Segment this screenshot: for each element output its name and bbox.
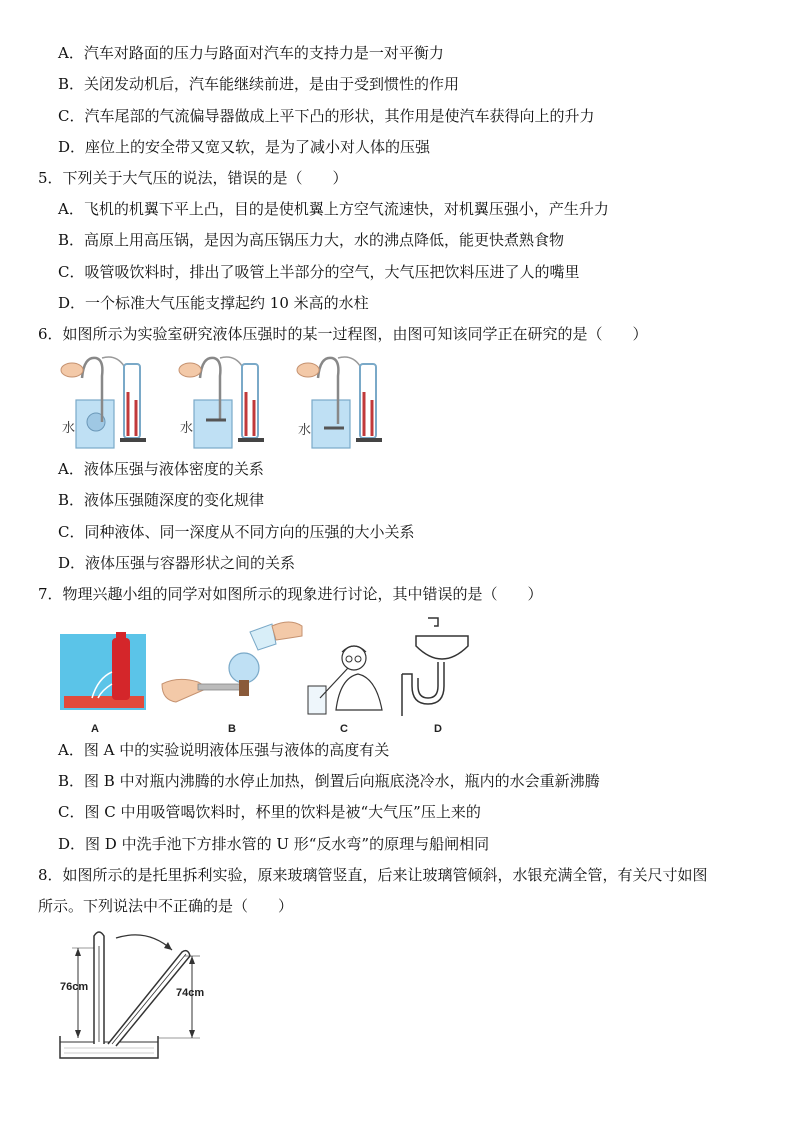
q6-setup-3	[297, 357, 382, 448]
q7-label-b: B	[228, 723, 236, 735]
q6-setup-1	[61, 357, 146, 448]
q7-figure-b	[162, 622, 302, 735]
q5-option-c: C．吸管吸饮料时，排出了吸管上半部分的空气，大气压把饮料压进了人的嘴里	[58, 263, 580, 281]
q5-option-a: A．飞机的机翼下平上凸，目的是使机翼上方空气流速快，对机翼压强小，产生升力	[58, 200, 609, 218]
q5-option-b: B．高原上用高压锅，是因为高压锅压力大，水的沸点降低，能更快煮熟食物	[58, 231, 565, 249]
q8-torricelli-figure	[56, 926, 226, 1066]
q7-option-c: C．图 C 中用吸管喝饮料时，杯里的饮料是被“大气压”压上来的	[58, 803, 481, 821]
q6-label-water-3: 水	[298, 423, 312, 438]
q7-label-a: A	[91, 723, 99, 735]
q7-figure	[58, 612, 488, 737]
q7-option-d: D．图 D 中洗手池下方排水管的 U 形“反水弯”的原理与船闸相同	[58, 835, 490, 853]
q6-figure	[58, 352, 388, 452]
q6-option-b: B．液体压强随深度的变化规律	[58, 491, 265, 509]
q6-setup-2	[179, 357, 264, 448]
q8-stem-line-2: 所示。下列说法中不正确的是（ ）	[38, 897, 294, 915]
q7-figure-d	[402, 618, 468, 735]
q6-label-water-2: 水	[180, 421, 194, 436]
q8-label-76cm: 76cm	[60, 981, 89, 993]
q7-label-d: D	[434, 723, 442, 735]
q6-label-water-1: 水	[62, 421, 76, 436]
q6-stem: 6．如图所示为实验室研究液体压强时的某一过程图，由图可知该同学正在研究的是（ ）	[38, 325, 648, 343]
q5-option-d: D．一个标准大气压能支撑起约 10 米高的水柱	[58, 294, 369, 312]
q6-option-c: C．同种液体、同一深度从不同方向的压强的大小关系	[58, 523, 415, 541]
q7-figure-c	[308, 646, 382, 735]
q6-option-a: A．液体压强与液体密度的关系	[58, 460, 264, 478]
q4-option-b: B．关闭发动机后，汽车能继续前进，是由于受到惯性的作用	[58, 75, 460, 93]
q8-label-74cm: 74cm	[176, 987, 205, 999]
q7-label-c: C	[340, 723, 348, 735]
q5-stem: 5．下列关于大气压的说法，错误的是（ ）	[38, 169, 348, 187]
q4-option-c: C．汽车尾部的气流偏导器做成上平下凸的形状，其作用是使汽车获得向上的升力	[58, 107, 595, 125]
q8-stem-line-1: 8．如图所示的是托里拆利实验，原来玻璃管竖直，后来让玻璃管倾斜，水银充满全管，有关尺寸如图	[38, 866, 708, 884]
q4-option-a: A．汽车对路面的压力与路面对汽车的支持力是一对平衡力	[58, 44, 444, 62]
q7-figure-a	[60, 632, 146, 735]
q7-option-b: B．图 B 中对瓶内沸腾的水停止加热，倒置后向瓶底浇冷水，瓶内的水会重新沸腾	[58, 772, 600, 790]
q7-stem: 7．物理兴趣小组的同学对如图所示的现象进行讨论，其中错误的是（ ）	[38, 585, 543, 603]
q7-option-a: A．图 A 中的实验说明液体压强与液体的高度有关	[58, 741, 390, 759]
q6-option-d: D．液体压强与容器形状之间的关系	[58, 554, 296, 572]
q4-option-d: D．座位上的安全带又宽又软，是为了减小对人体的压强	[58, 138, 431, 156]
